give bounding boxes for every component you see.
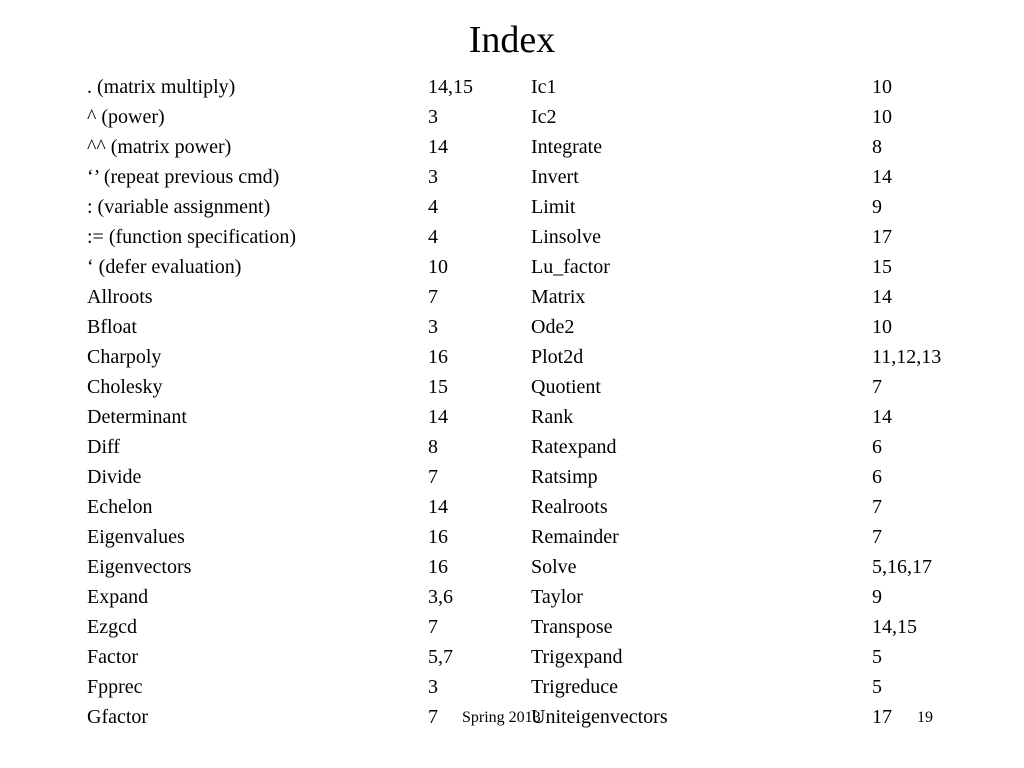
index-pages: 7 [872, 376, 882, 398]
index-entry [531, 582, 971, 612]
index-term: Ode2 [531, 316, 575, 338]
index-term: Realroots [531, 496, 608, 518]
index-entry [87, 192, 527, 222]
index-term: Remainder [531, 526, 619, 548]
index-term: Eigenvectors [87, 556, 192, 578]
index-pages: 10 [872, 106, 892, 128]
index-entry [87, 342, 527, 372]
index-term: . (matrix multiply) [87, 76, 236, 98]
index-entry [87, 702, 527, 732]
index-term: Cholesky [87, 376, 163, 398]
index-term: Expand [87, 586, 149, 608]
footer-text: Spring 2013 [462, 709, 541, 726]
index-term: := (function specification) [87, 226, 296, 248]
index-term: Bfloat [87, 316, 137, 338]
index-pages: 4 [428, 196, 438, 218]
index-term: Integrate [531, 136, 603, 158]
index-entry [87, 72, 527, 102]
index-pages: 14 [872, 166, 892, 188]
index-entry [531, 462, 971, 492]
index-term: Determinant [87, 406, 187, 428]
index-pages: 10 [428, 256, 448, 278]
index-entry [531, 492, 971, 522]
index-pages: 17 [872, 226, 892, 248]
index-entry [87, 252, 527, 282]
index-term: Invert [531, 166, 579, 188]
index-pages: 17 [872, 706, 892, 728]
index-pages: 7 [872, 496, 882, 518]
index-pages: 10 [872, 316, 892, 338]
index-term: Eigenvalues [87, 526, 185, 548]
index-pages: 11,12,13 [872, 346, 942, 368]
index-pages: 9 [872, 196, 882, 218]
index-entry [531, 192, 971, 222]
index-entry [531, 432, 971, 462]
index-term: Charpoly [87, 346, 162, 368]
index-term: Matrix [531, 286, 586, 308]
index-entry [531, 642, 971, 672]
index-term: Ic1 [531, 76, 557, 98]
index-term: Fpprec [87, 676, 143, 698]
index-term: Ratexpand [531, 436, 617, 458]
index-pages: 15 [872, 256, 892, 278]
index-pages: 14 [428, 406, 448, 428]
index-pages: 16 [428, 346, 448, 368]
index-entry [87, 552, 527, 582]
index-term: Ratsimp [531, 466, 598, 488]
index-term: Taylor [531, 586, 583, 608]
index-entry [87, 612, 527, 642]
index-entry [531, 252, 971, 282]
index-term: Plot2d [531, 346, 584, 368]
index-entry [87, 582, 527, 612]
page-title: Index [468, 19, 556, 61]
index-term: Quotient [531, 376, 601, 398]
index-entry [531, 612, 971, 642]
index-pages: 8 [872, 136, 882, 158]
index-pages: 14 [872, 286, 892, 308]
index-entry [531, 342, 971, 372]
index-term: : (variable assignment) [87, 196, 271, 218]
index-entry [531, 222, 971, 252]
page-number: 19 [917, 709, 933, 726]
index-entry [87, 312, 527, 342]
index-term: Allroots [87, 286, 153, 308]
index-term: Rank [531, 406, 574, 428]
index-entry [531, 372, 971, 402]
index-pages: 5,16,17 [872, 556, 932, 578]
index-pages: 9 [872, 586, 882, 608]
index-pages: 5 [872, 646, 882, 668]
index-term: Ic2 [531, 106, 557, 128]
index-pages: 7 [428, 466, 438, 488]
index-term: Ezgcd [87, 616, 137, 638]
index-pages: 7 [872, 526, 882, 548]
index-entry [87, 132, 527, 162]
index-entry [87, 162, 527, 192]
index-term: ^ (power) [87, 106, 165, 128]
index-entry [531, 522, 971, 552]
index-entry [87, 432, 527, 462]
index-column-right [531, 72, 971, 732]
index-term: Trigexpand [531, 646, 623, 668]
index-entry [531, 402, 971, 432]
index-pages: 5 [872, 676, 882, 698]
index-term: Divide [87, 466, 142, 488]
index-term: ‘’ (repeat previous cmd) [87, 166, 280, 188]
index-entry [87, 522, 527, 552]
index-term: Echelon [87, 496, 153, 518]
index-pages: 3 [428, 106, 438, 128]
index-term: Solve [531, 556, 577, 578]
index-pages: 16 [428, 556, 448, 578]
index-entry [87, 102, 527, 132]
index-pages: 14,15 [428, 76, 473, 98]
index-entry [531, 702, 971, 732]
index-pages: 3 [428, 676, 438, 698]
index-pages: 3 [428, 166, 438, 188]
index-term: ^^ (matrix power) [87, 136, 232, 158]
index-entry [531, 132, 971, 162]
index-pages: 6 [872, 436, 882, 458]
index-entry [87, 642, 527, 672]
index-entry [531, 162, 971, 192]
index-entry [87, 282, 527, 312]
index-entry [87, 492, 527, 522]
index-entry [87, 222, 527, 252]
index-term: Trigreduce [531, 676, 619, 698]
index-pages: 14,15 [872, 616, 917, 638]
index-pages: 4 [428, 226, 438, 248]
index-term: Uniteigenvectors [531, 706, 668, 728]
index-term: Gfactor [87, 706, 149, 728]
index-entry [531, 312, 971, 342]
index-pages: 16 [428, 526, 448, 548]
index-entry [531, 552, 971, 582]
index-pages: 3,6 [428, 586, 453, 608]
index-term: Transpose [531, 616, 613, 638]
index-pages: 14 [872, 406, 892, 428]
index-entry [87, 672, 527, 702]
index-entry [531, 282, 971, 312]
index-pages: 7 [428, 286, 438, 308]
index-entry [87, 402, 527, 432]
index-term: Diff [87, 436, 120, 458]
index-pages: 14 [428, 136, 448, 158]
index-pages: 8 [428, 436, 438, 458]
index-pages: 7 [428, 706, 438, 728]
index-term: Lu_factor [531, 256, 610, 278]
index-entry [531, 672, 971, 702]
index-entry [87, 372, 527, 402]
index-term: ‘ (defer evaluation) [87, 256, 242, 278]
index-pages: 6 [872, 466, 882, 488]
index-column-left [87, 72, 527, 732]
index-entry [87, 462, 527, 492]
index-entry [531, 102, 971, 132]
index-term: Limit [531, 196, 576, 218]
index-pages: 7 [428, 616, 438, 638]
index-entry [531, 72, 971, 102]
index-pages: 5,7 [428, 646, 453, 668]
index-term: Factor [87, 646, 139, 668]
index-pages: 14 [428, 496, 448, 518]
index-pages: 3 [428, 316, 438, 338]
index-term: Linsolve [531, 226, 601, 248]
index-pages: 15 [428, 376, 448, 398]
index-pages: 10 [872, 76, 892, 98]
